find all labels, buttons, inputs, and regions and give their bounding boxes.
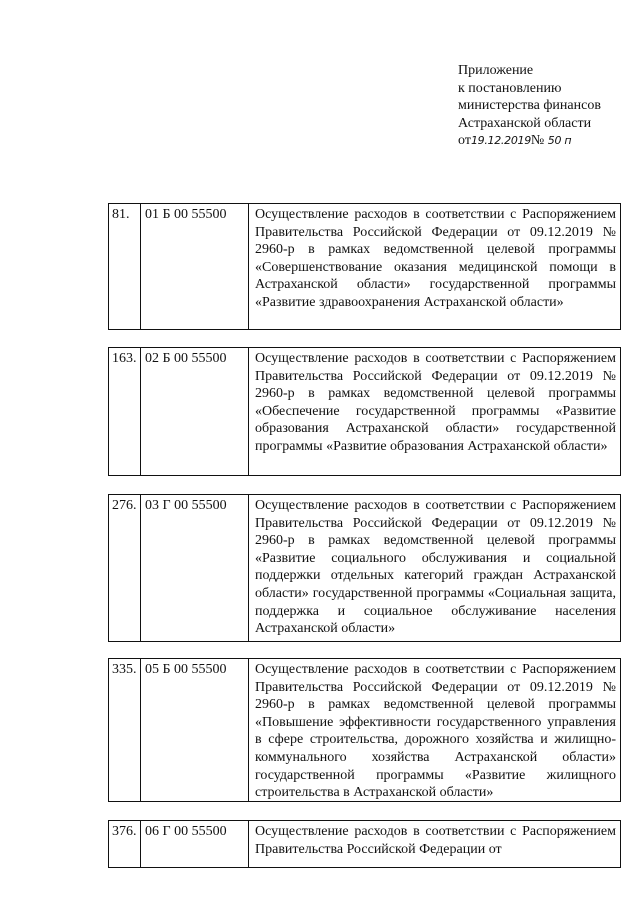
table-row bbox=[108, 658, 621, 802]
header-line-appendix: Приложение bbox=[458, 63, 534, 78]
budget-code: 02 Б 00 55500 bbox=[141, 348, 249, 475]
row-number: 81. bbox=[109, 204, 141, 329]
table-row bbox=[108, 494, 621, 642]
appendix-header bbox=[458, 62, 634, 150]
table-row bbox=[108, 347, 621, 476]
expense-description: Осуществление расходов в соответствии с Распоряжением Правительства Российской Федерации от 09.12.2019 № 2960-р в рамках ведомственной целевой программы «Совершенствование оказания медицинской помощи в Астраханской области» государственной программы «Развитие здравоохранения Астраханской области» bbox=[255, 207, 616, 310]
expense-description: Осуществление расходов в соответствии с Распоряжением Правительства Российской Федерации от bbox=[255, 824, 616, 857]
number-sign: № bbox=[530, 133, 545, 148]
header-line-ministry: министерства финансов bbox=[458, 98, 601, 113]
budget-code: 03 Г 00 55500 bbox=[141, 495, 249, 641]
header-line-resolution: к постановлению bbox=[458, 80, 562, 96]
header-line-region: Астраханской области bbox=[458, 115, 592, 131]
row-number: 276. bbox=[109, 495, 141, 641]
row-number: 163. bbox=[109, 348, 141, 475]
handwritten-number: 50 п bbox=[547, 134, 572, 147]
header-line-date-number bbox=[458, 132, 634, 150]
table-row bbox=[108, 820, 621, 868]
row-number: 376. bbox=[109, 821, 141, 867]
expense-description: Осуществление расходов в соответствии с Распоряжением Правительства Российской Федерации от 09.12.2019 № 2960-р в рамках ведомственной целевой программы «Повышение эффективности государственного управления в сфере строительства, дорожного хозяйства и жилищно-коммунального хозяйства Астраханской области» государственной программы «Развитие жилищного строительства в Астраханской области» bbox=[255, 662, 616, 801]
budget-code: 05 Б 00 55500 bbox=[141, 659, 249, 801]
header-from-prefix: от bbox=[458, 133, 471, 148]
handwritten-date: 19.12.2019 bbox=[470, 134, 531, 147]
budget-code: 06 Г 00 55500 bbox=[141, 821, 249, 867]
table-row bbox=[108, 203, 621, 330]
row-number: 335. bbox=[109, 659, 141, 801]
budget-code: 01 Б 00 55500 bbox=[141, 204, 249, 329]
expense-description: Осуществление расходов в соответствии с Распоряжением Правительства Российской Федерации от 09.12.2019 № 2960-р в рамках ведомственной целевой программы «Обеспечение государственной программы «Развитие образования Астраханской области» государственной программы «Развитие образования Астраханской области» bbox=[255, 351, 616, 454]
expense-description: Осуществление расходов в соответствии с Распоряжением Правительства Российской Федерации от 09.12.2019 № 2960-р в рамках ведомственной целевой программы «Развитие социального обслуживания и социальной поддержки отдельных категорий граждан Астраханской области» государственной программы «Социальная защита, поддержка и социальное обслуживание населения Астраханской области» bbox=[255, 498, 616, 637]
